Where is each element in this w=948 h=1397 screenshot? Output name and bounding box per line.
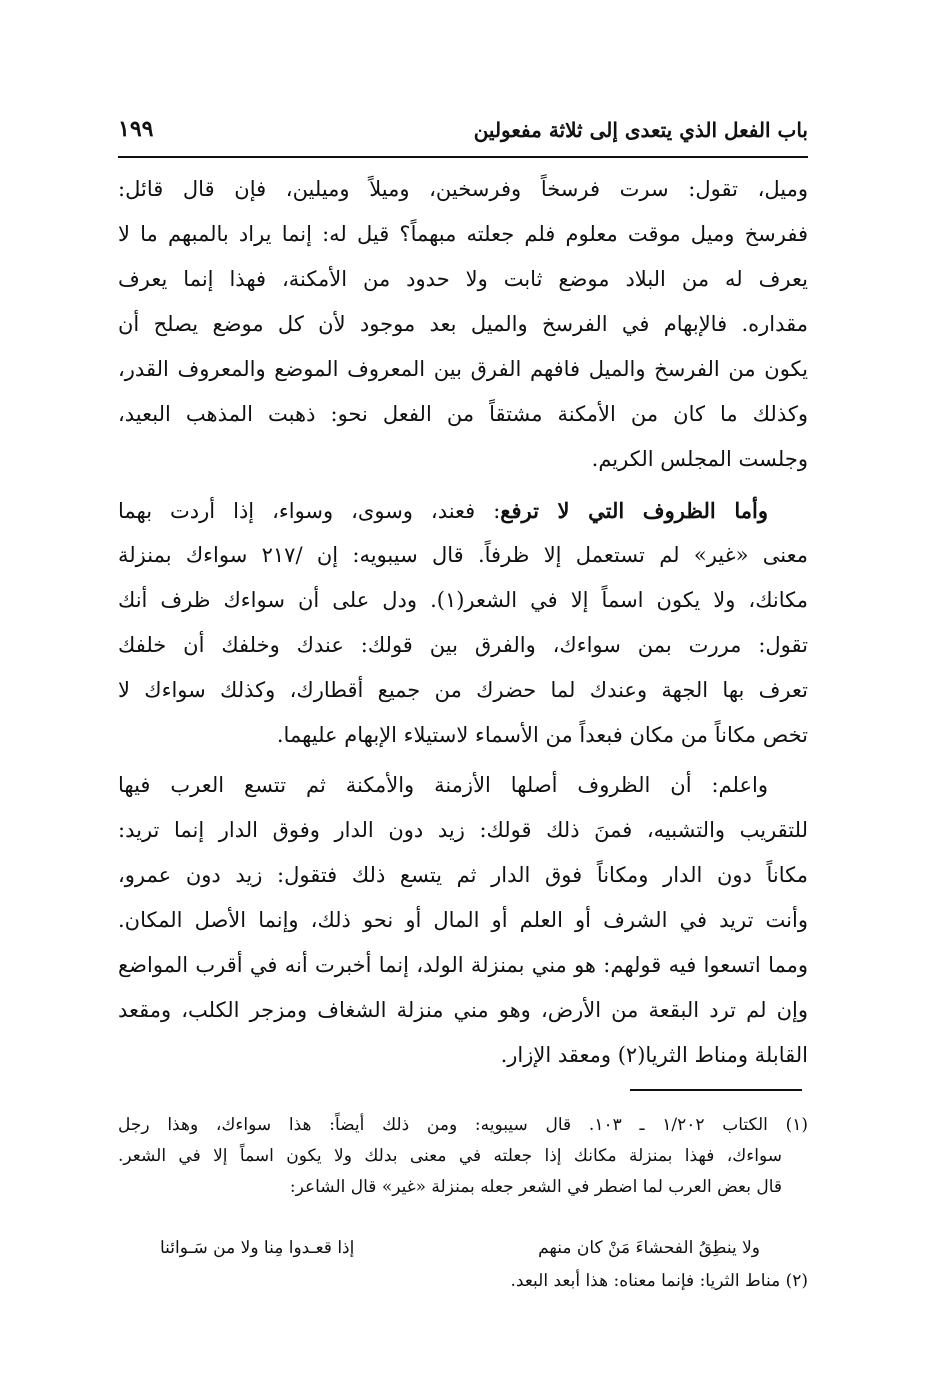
text-line: يعرف له من البلاد موضع ثابت ولا حدود من الأمكنة، فهذا إنما يعرف	[118, 267, 808, 291]
page-number: ١٩٩	[118, 116, 154, 142]
text-line: يكون من الفرسخ والميل فافهم الفرق بين المعروف الموضع والمعروف القدر،	[118, 357, 808, 381]
text-line	[118, 488, 808, 533]
verse-second-hemistich: إذا قعـدوا مِنا ولا من سَـوائنا	[160, 1238, 355, 1258]
chapter-title: باب الفعل الذي يتعدى إلى ثلاثة مفعولين	[473, 118, 808, 142]
paragraph-2	[118, 488, 808, 758]
text-line: وكذلك ما كان من الأمكنة مشتقاً من الفعل نحو: ذهبت المذهب البعيد،	[118, 402, 808, 426]
running-header	[118, 116, 808, 152]
footnote-line: سواءك، فهذا بمنزلة مكانك إذا جعلته في معنى بدلك ولا يكون اسماً إلا في الشعر.	[118, 1146, 782, 1166]
text-line: تقول: مررت بمن سواءك، والفرق بين قولك: عندك وخلفك أن خلفك	[118, 633, 808, 657]
header-rule	[118, 156, 808, 158]
text-line: ففرسخ وميل موقت معلوم فلم جعلته مبهماً؟ قيل له: إنما يراد بالمبهم ما لا	[118, 222, 808, 246]
verse-first-hemistich: ولا ينطِقُ الفحشاءَ مَنْ كان منهم	[538, 1238, 760, 1258]
footnote-line: قال بعض العرب لما اضطر في الشعر جعله بمنزلة «غير» قال الشاعر:	[289, 1177, 782, 1197]
bold-lead: وأما الظروف التي لا ترفع	[500, 498, 768, 523]
text-line: وإن لم ترد البقعة من الأرض، وهو مني منزلة الشغاف ومزجر الكلب، ومقعد	[118, 998, 808, 1022]
text-line: مكانك، ولا يكون اسماً إلا في الشعر(١). ودل على أن سواءك ظرف أنك	[118, 588, 808, 612]
text-line: مقداره. فالإبهام في الفرسخ والميل بعد موجود لأن كل موضع يصلح أن	[118, 312, 808, 336]
text-line: وأنت تريد في الشرف أو العلم أو المال أو نحو ذلك، وإنما الأصل المكان.	[118, 908, 808, 932]
text-line-rest: : فعند، وسوى، وسواء، إذا أردت بهما	[118, 499, 501, 523]
footnote-line: (١) الكتاب ١/٢٠٢ ـ ١٠٣. قال سيبويه: ومن ذلك أيضاً: هذا سواءك، وهذا رجل	[118, 1115, 808, 1135]
text-line: مكاناً دون الدار ومكاناً فوق الدار ثم يتسع ذلك فتقول: زيد دون عمرو،	[118, 863, 808, 887]
paragraph-3	[118, 763, 808, 1078]
poetry-verse	[160, 1233, 760, 1263]
footnote-1	[118, 1110, 808, 1203]
text-line: تعرف بها الجهة وعندك لما حضرك من جميع أقطارك، وكذلك سواءك لا	[118, 678, 808, 702]
footnote-rule	[630, 1089, 802, 1091]
text-line: القابلة ومناط الثريا(٢) ومعقد الإزار.	[500, 1043, 808, 1067]
text-line: واعلم: أن الظروف أصلها الأزمنة والأمكنة ثم تتسع العرب فيها	[118, 773, 768, 797]
paragraph-1	[118, 167, 808, 482]
text-line: وميل، تقول: سرت فرسخاً وفرسخين، وميلاً وميلين، فإن قال قائل:	[118, 177, 808, 201]
footnote-line: (٢) مناط الثريا: فإنما معناه: هذا أبعد البعد.	[510, 1271, 808, 1291]
text-line: تخص مكاناً من مكان فبعداً من الأسماء لاستيلاء الإبهام عليهما.	[276, 723, 808, 747]
text-line: معنى «غير» لم تستعمل إلا ظرفاً. قال سيبويه: إن /٢١٧ سواءك بمنزلة	[118, 543, 808, 567]
text-line: وجلست المجلس الكريم.	[591, 447, 808, 471]
text-line: ومما اتسعوا فيه قولهم: هو مني بمنزلة الولد، إنما أخبرت أنه في أقرب المواضع	[118, 953, 808, 977]
footnote-2	[118, 1266, 808, 1297]
text-line: للتقريب والتشبيه، فمنَ ذلك قولك: زيد دون الدار وفوق الدار إنما تريد:	[118, 818, 808, 842]
